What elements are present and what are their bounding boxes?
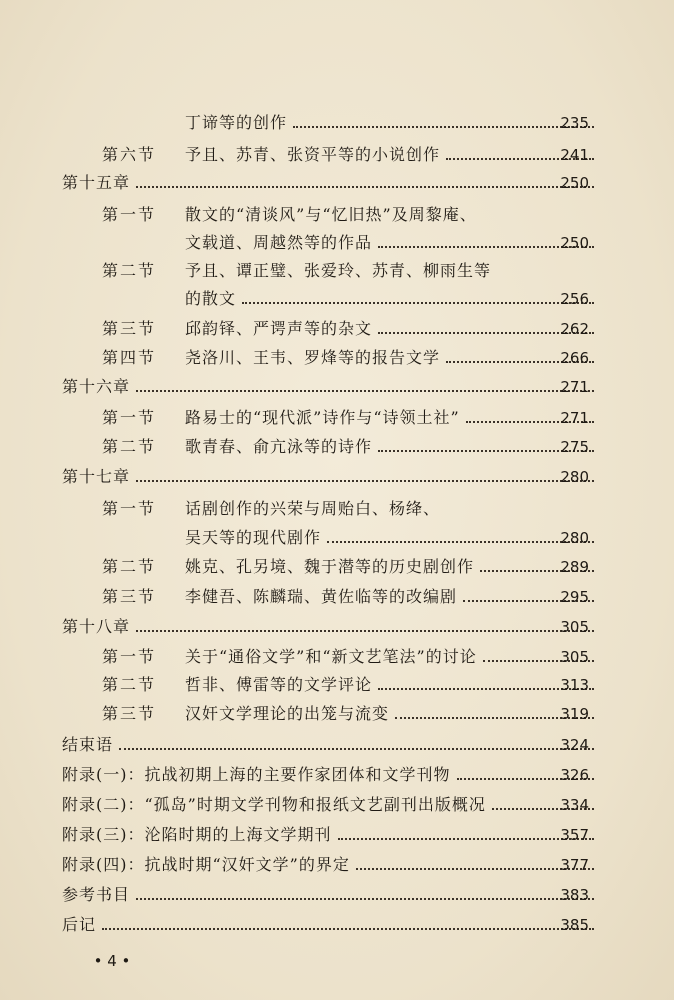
chapter-title: 后记 xyxy=(62,915,97,934)
toc-entry xyxy=(0,523,674,553)
toc-entry xyxy=(0,642,674,672)
section-title: 汉奸文学理论的出笼与流变 xyxy=(185,704,390,723)
toc-page-number: 289 xyxy=(560,558,589,576)
toc-page-number: 250 xyxy=(560,174,589,192)
section-number: 第三节 xyxy=(102,319,157,338)
toc-page-number: 262 xyxy=(560,320,589,338)
toc-entry xyxy=(0,730,674,760)
section-number: 第一节 xyxy=(102,499,157,518)
section-title: 关于“通俗文学”和“新文艺笔法”的讨论 xyxy=(185,647,477,666)
toc-page-number: 280 xyxy=(560,468,589,486)
section-title: 李健吾、陈麟瑞、黄佐临等的改编剧 xyxy=(185,587,458,606)
section-number: 第六节 xyxy=(102,145,157,164)
toc-page-number: 241 xyxy=(560,146,589,164)
toc-page-number: 280 xyxy=(560,529,589,547)
toc-page-number: 326 xyxy=(560,766,589,784)
chapter-title: 参考书目 xyxy=(62,885,131,904)
toc-page-number: 324 xyxy=(560,736,589,754)
toc-page-number: 305 xyxy=(560,648,589,666)
toc-entry xyxy=(0,108,674,138)
toc-entry xyxy=(0,850,674,880)
dot-leader xyxy=(242,302,594,304)
toc-page-number: 271 xyxy=(560,378,589,396)
toc-entry xyxy=(0,820,674,850)
toc-page-number: 377 xyxy=(560,856,589,874)
toc-entry xyxy=(0,670,674,700)
section-title: 文载道、周越然等的作品 xyxy=(185,233,373,252)
toc-page-number: 357 xyxy=(560,826,589,844)
toc-entry xyxy=(0,372,674,402)
chapter-title: 第十五章 xyxy=(62,173,131,192)
section-number: 第二节 xyxy=(102,675,157,694)
toc-page-number: 275 xyxy=(560,438,589,456)
section-title: 姚克、孔另境、魏于潜等的历史剧创作 xyxy=(185,557,475,576)
toc-entry xyxy=(0,228,674,258)
toc-entry xyxy=(0,760,674,790)
section-title: 予且、苏青、张资平等的小说创作 xyxy=(185,145,441,164)
toc-entry xyxy=(0,168,674,198)
toc-entry xyxy=(0,256,674,286)
section-number: 第二节 xyxy=(102,437,157,456)
section-title: 的散文 xyxy=(185,289,237,308)
dot-leader xyxy=(136,390,594,392)
section-title: 丁谛等的创作 xyxy=(185,113,288,132)
section-title: 邱韵铎、严谔声等的杂文 xyxy=(185,319,373,338)
section-title: 哲非、傅雷等的文学评论 xyxy=(185,675,373,694)
section-number: 第一节 xyxy=(102,647,157,666)
chapter-title: 附录(二)：“孤岛”时期文学刊物和报纸文艺副刊出版概况 xyxy=(62,795,486,814)
section-number: 第一节 xyxy=(102,205,157,224)
toc-entry xyxy=(0,699,674,729)
chapter-title: 结束语 xyxy=(62,735,114,754)
toc-entry xyxy=(0,880,674,910)
chapter-title: 附录(一)：抗战初期上海的主要作家团体和文学刊物 xyxy=(62,765,451,784)
chapter-title: 第十七章 xyxy=(62,467,131,486)
dot-leader xyxy=(136,630,594,632)
toc-page-number: 235 xyxy=(560,114,589,132)
toc-entry xyxy=(0,910,674,940)
toc-page-number: 319 xyxy=(560,705,589,723)
section-title: 散文的“清谈风”与“忆旧热”及周黎庵、 xyxy=(185,205,477,224)
toc-page-number: 334 xyxy=(560,796,589,814)
chapter-title: 第十八章 xyxy=(62,617,131,636)
toc-entry xyxy=(0,403,674,433)
chapter-title: 第十六章 xyxy=(62,377,131,396)
toc-page-number: 313 xyxy=(560,676,589,694)
chapter-title: 附录(三)：沦陷时期的上海文学期刊 xyxy=(62,825,332,844)
toc-entry xyxy=(0,552,674,582)
section-number: 第三节 xyxy=(102,587,157,606)
toc-entry xyxy=(0,432,674,462)
toc-entry xyxy=(0,582,674,612)
dot-leader xyxy=(136,898,594,900)
toc-page-number: 250 xyxy=(560,234,589,252)
section-title: 话剧创作的兴荣与周贻白、杨绛、 xyxy=(185,499,441,518)
section-title: 歌青春、俞亢泳等的诗作 xyxy=(185,437,373,456)
section-title: 尧洛川、王韦、罗烽等的报告文学 xyxy=(185,348,441,367)
toc-page-number: 295 xyxy=(560,588,589,606)
toc-entry xyxy=(0,494,674,524)
section-title: 予且、谭正璧、张爱玲、苏青、柳雨生等 xyxy=(185,261,492,280)
dot-leader xyxy=(136,186,594,188)
page-number: • 4 • xyxy=(93,952,131,970)
toc-page-number: 256 xyxy=(560,290,589,308)
dot-leader xyxy=(102,928,594,930)
toc-page-number: 385 xyxy=(560,916,589,934)
dot-leader xyxy=(119,748,594,750)
toc-entry xyxy=(0,314,674,344)
toc-page-number: 266 xyxy=(560,349,589,367)
toc-entry xyxy=(0,140,674,170)
chapter-title: 附录(四)：抗战时期“汉奸文学”的界定 xyxy=(62,855,350,874)
section-number: 第一节 xyxy=(102,408,157,427)
toc-entry xyxy=(0,343,674,373)
dot-leader xyxy=(136,480,594,482)
toc-page-number: 383 xyxy=(560,886,589,904)
toc-page-number: 305 xyxy=(560,618,589,636)
toc-entry xyxy=(0,462,674,492)
section-title: 吴天等的现代剧作 xyxy=(185,528,322,547)
section-number: 第二节 xyxy=(102,261,157,280)
section-title: 路易士的“现代派”诗作与“诗领土社” xyxy=(185,408,460,427)
section-number: 第二节 xyxy=(102,557,157,576)
toc-entry xyxy=(0,612,674,642)
toc-entry xyxy=(0,790,674,820)
toc-page-number: 271 xyxy=(560,409,589,427)
toc-entry xyxy=(0,200,674,230)
toc-entry xyxy=(0,284,674,314)
section-number: 第四节 xyxy=(102,348,157,367)
section-number: 第三节 xyxy=(102,704,157,723)
